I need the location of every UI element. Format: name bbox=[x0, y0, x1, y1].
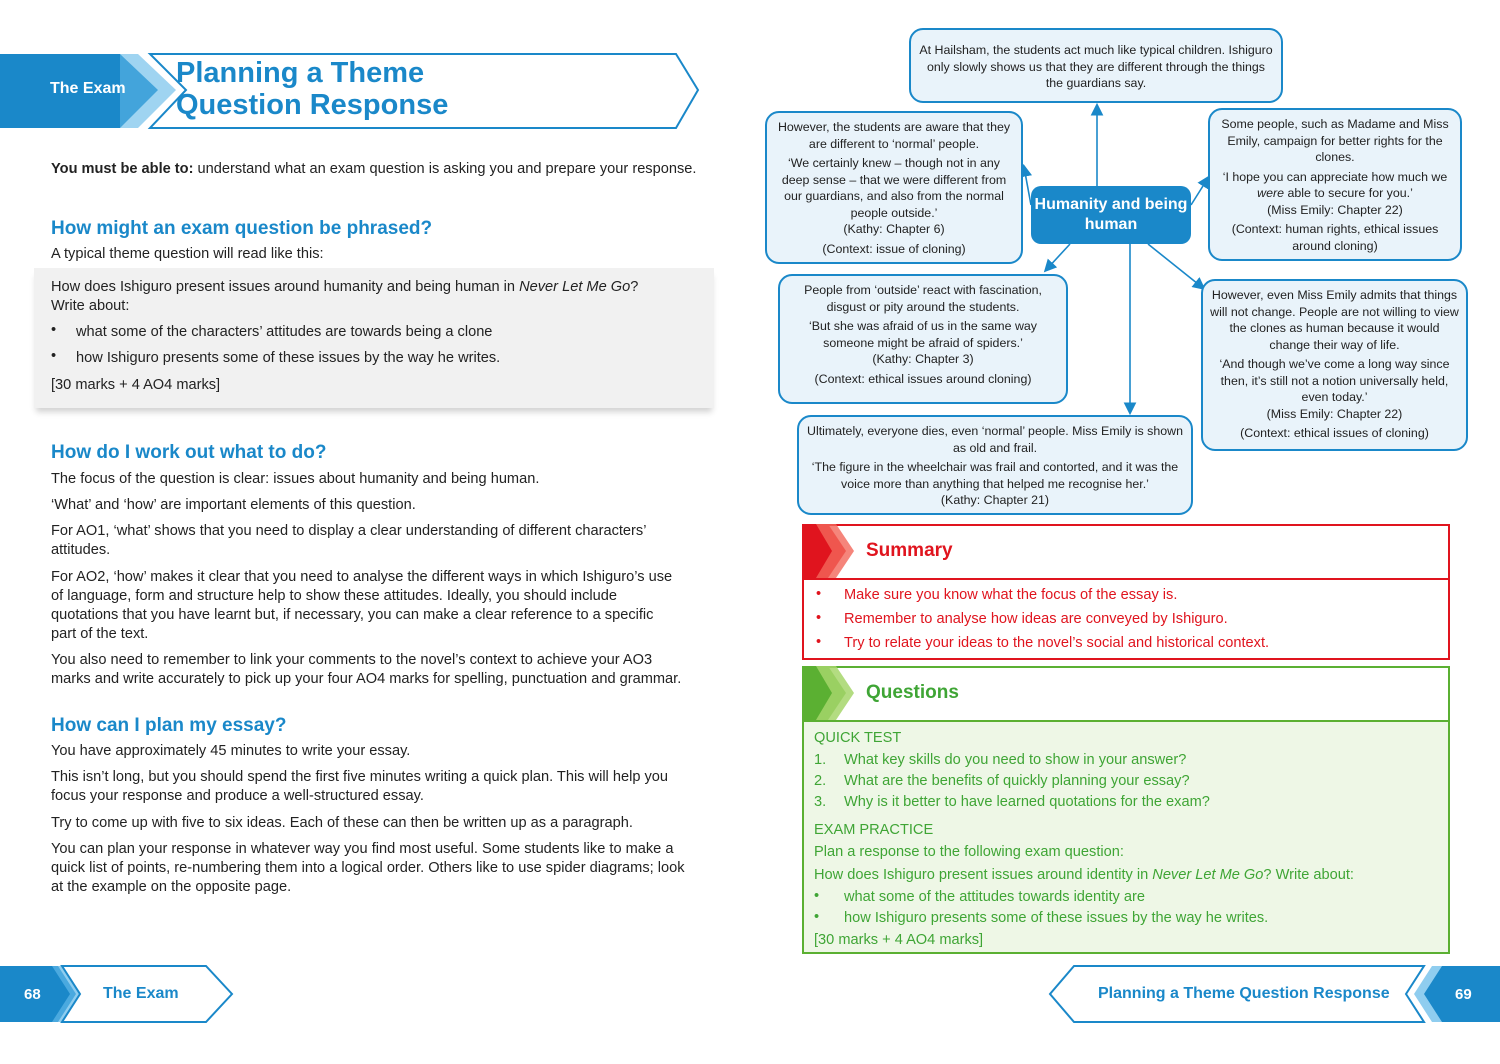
exam-practice-label: EXAM PRACTICE bbox=[814, 822, 934, 838]
qt-question: What are the benefits of quickly planning your essay? bbox=[844, 773, 1190, 789]
paragraph: For AO1, ‘what’ shows that you need to display a clear understanding of different characters’ attitudes. bbox=[51, 523, 646, 558]
exam-practice-bullet: how Ishiguro presents some of these issues by the way he writes. bbox=[844, 910, 1269, 926]
paragraph: ‘What’ and ‘how’ are important elements of this question. bbox=[51, 497, 416, 513]
heading-phrased: How might an exam question be phrased? bbox=[51, 218, 433, 239]
paragraph: You have approximately 45 minutes to write your essay. bbox=[51, 743, 411, 759]
summary-title: Summary bbox=[866, 540, 953, 561]
exam-practice-bullet: what some of the attitudes towards identity are bbox=[844, 889, 1145, 905]
paragraph: You also need to remember to link your comments to the novel’s context to achieve your AO3 marks and write accurately to pick up your four AO4 marks for spelling, punctuation and grammar. bbox=[51, 652, 682, 687]
paragraph: The focus of the question is clear: issues about humanity and being human. bbox=[51, 471, 540, 487]
summary-divider bbox=[804, 578, 1448, 580]
qt-number: 2. bbox=[814, 773, 827, 789]
question-line: How does Ishiguro present issues around humanity and being human in Never Let Me Go? bbox=[51, 279, 639, 295]
spider-bubble-top: At Hailsham, the students act much like typical children. Ishiguro only slowly shows us that they are different through the things the guardians say. bbox=[909, 28, 1283, 103]
summary-item: Remember to analyse how ideas are conveyed by Ishiguro. bbox=[844, 611, 1228, 627]
exam-practice-marks: [30 marks + 4 AO4 marks] bbox=[814, 932, 984, 948]
paragraph: Try to come up with five to six ideas. Each of these can then be written up as a paragraph. bbox=[51, 815, 633, 831]
question-bullet: how Ishiguro presents some of these issues by the way he writes. bbox=[76, 350, 501, 366]
questions-chevron-icon bbox=[802, 666, 862, 722]
bullet-dot: • bbox=[814, 888, 820, 904]
spider-bubble-right-top: Some people, such as Madame and Miss Emily, campaign for better rights for the clones. ‘I hope you can appreciate how much we were able to secure for you.’ (Miss Emily: Chapter 22) (Context: human rights, ethical issues around cloning) bbox=[1208, 108, 1462, 261]
qt-question: Why is it better to have learned quotations for the exam? bbox=[844, 794, 1210, 810]
bullet-dot: • bbox=[816, 634, 822, 650]
header-section-label: The Exam bbox=[50, 80, 126, 97]
page-title: Planning a Theme Question Response bbox=[176, 57, 449, 121]
questions-title: Questions bbox=[866, 682, 959, 703]
intro-paragraph: You must be able to: understand what an exam question is asking you and prepare your response. bbox=[51, 161, 697, 177]
bullet-dot: • bbox=[816, 586, 822, 602]
quick-test-label: QUICK TEST bbox=[814, 730, 902, 746]
exam-practice-instruction: Plan a response to the following exam question: bbox=[814, 844, 1124, 860]
spider-center-node: Humanity and being human bbox=[1031, 186, 1191, 244]
footer-right-label: Planning a Theme Question Response bbox=[1098, 985, 1390, 1002]
question-marks: [30 marks + 4 AO4 marks] bbox=[51, 377, 221, 393]
summary-item: Try to relate your ideas to the novel’s social and historical context. bbox=[844, 635, 1270, 651]
heading-plan-essay: How can I plan my essay? bbox=[51, 715, 287, 736]
typical-text: A typical theme question will read like this: bbox=[51, 246, 324, 262]
question-bullet: what some of the characters’ attitudes are towards being a clone bbox=[76, 324, 493, 340]
summary-chevron-icon bbox=[802, 524, 862, 580]
bullet-dot: • bbox=[51, 348, 57, 364]
question-write-about: Write about: bbox=[51, 298, 130, 314]
page-number-right: 69 bbox=[1455, 986, 1472, 1003]
summary-panel bbox=[802, 524, 1450, 660]
summary-item: Make sure you know what the focus of the essay is. bbox=[844, 587, 1178, 603]
paragraph: You can plan your response in whatever way you find most useful. Some students like to make a quick list of points, re-numbering them into a logical order. Others like to use spider diagrams; look at the example on the opposite page. bbox=[51, 841, 685, 895]
exam-practice-question: How does Ishiguro present issues around identity in Never Let Me Go? Write about: bbox=[814, 867, 1354, 883]
qt-question: What key skills do you need to show in your answer? bbox=[844, 752, 1187, 768]
qt-number: 3. bbox=[814, 794, 827, 810]
qt-number: 1. bbox=[814, 752, 827, 768]
page-number-left: 68 bbox=[24, 986, 41, 1003]
bullet-dot: • bbox=[51, 322, 57, 338]
footer-left-label: The Exam bbox=[103, 985, 179, 1002]
bullet-dot: • bbox=[814, 909, 820, 925]
paragraph: For AO2, ‘how’ makes it clear that you need to analyse the different ways in which Ishiguro’s use of language, form and structure help to show these attitudes. Ideally, you should include quotations that you have learnt but, if necessary, you can make a clear reference to a specific part of the text. bbox=[51, 569, 673, 642]
spider-bubble-left-mid: People from ‘outside’ react with fascination, disgust or pity around the students. ‘But she was afraid of us in the same way someone might be afraid of spiders.’ (Kathy: Chapter 3) (Context: ethical issues around cloning) bbox=[778, 274, 1068, 404]
heading-work-out: How do I work out what to do? bbox=[51, 442, 327, 463]
questions-panel bbox=[802, 666, 1450, 954]
spider-bubble-left-top: However, the students are aware that they are different to ‘normal’ people. ‘We certainly knew – though not in any deep sense – that we were different from our guardians, and also from the normal people outside.’ (Kathy: Chapter 6) (Context: issue of cloning) bbox=[765, 111, 1023, 264]
spider-bubble-right-mid: However, even Miss Emily admits that things will not change. People are not willing to view the clones as human because it would change their way of life. ‘And though we’ve come a long way since then, it’s still not a notion universally held, even today.’ (Miss Emily: Chapter 22) (Context: ethical issues of cloning) bbox=[1201, 279, 1468, 451]
paragraph: This isn’t long, but you should spend the first five minutes writing a quick plan. This will help you focus your response and produce a well-structured essay. bbox=[51, 769, 669, 804]
bullet-dot: • bbox=[816, 610, 822, 626]
spider-bubble-bottom: Ultimately, everyone dies, even ‘normal’ people. Miss Emily is shown as old and frail. ‘The figure in the wheelchair was frail and contorted, and it was the voice more than anything that helped me recognise her.’ (Kathy: Chapter 21) bbox=[797, 415, 1193, 515]
